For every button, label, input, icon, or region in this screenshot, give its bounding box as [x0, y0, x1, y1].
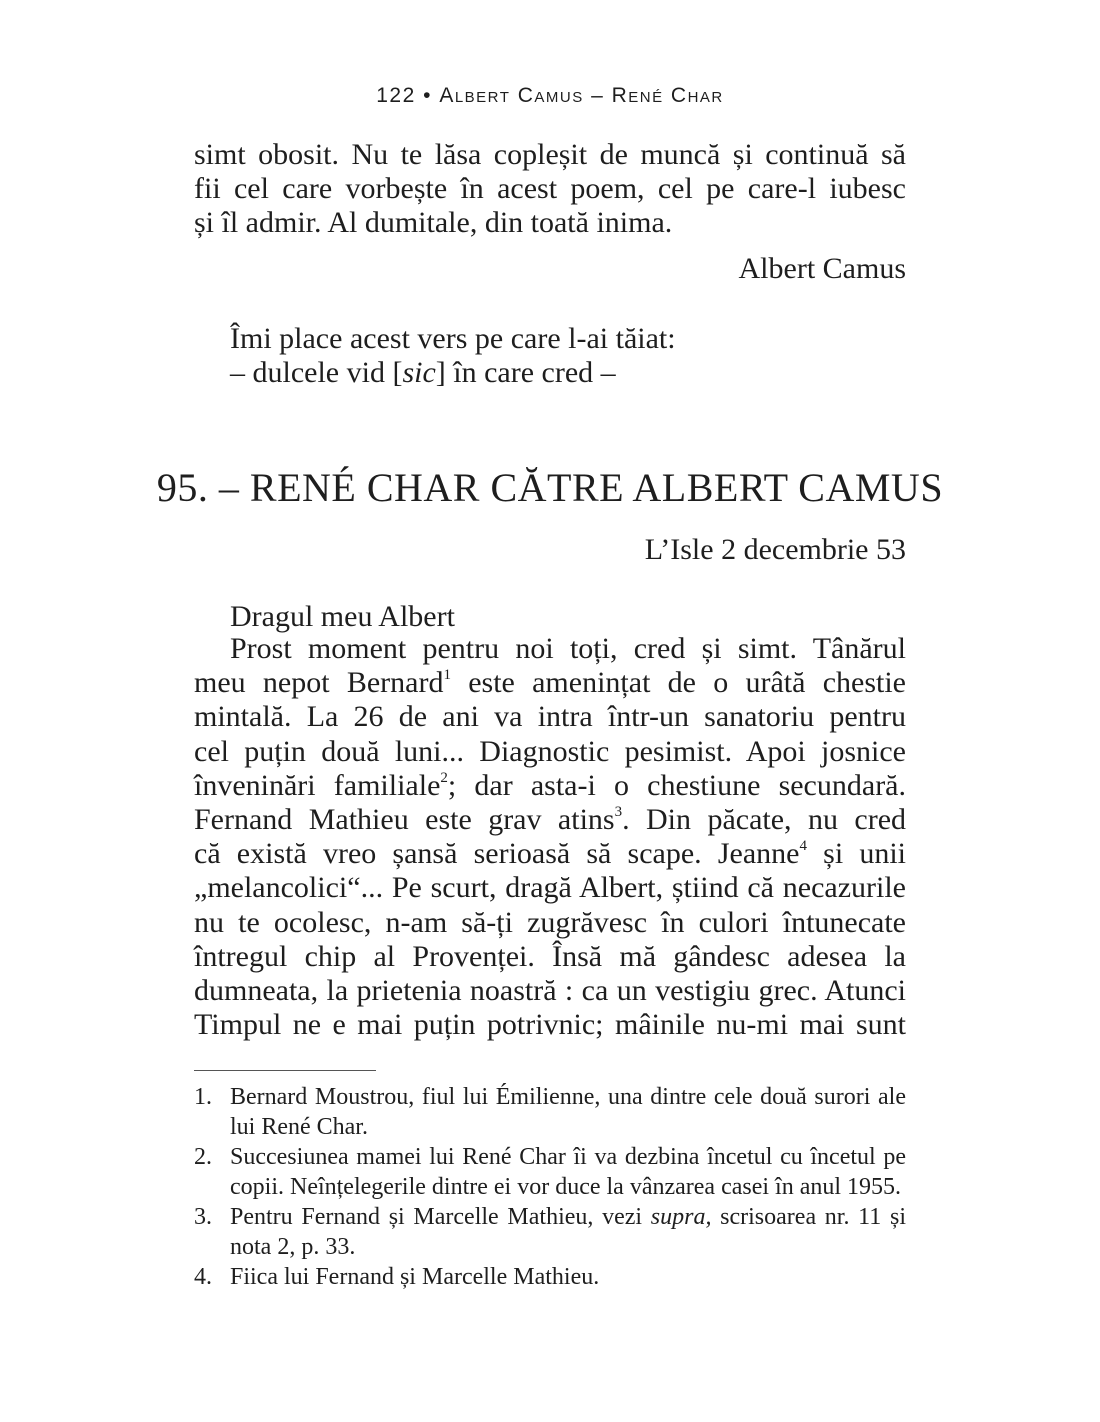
footnote	[194, 1262, 906, 1292]
text-run: este amenințat de o urâtă chestie	[450, 666, 907, 700]
page-number: 122	[376, 84, 416, 107]
footnote-number: 1.	[194, 1084, 212, 1110]
postscript-verse	[230, 356, 616, 390]
text-line: simt obosit. Nu te lăsa copleșit de muncă și continuă să	[194, 138, 906, 171]
salutation: Dragul meu Albert	[230, 600, 455, 633]
letter-body	[194, 632, 906, 1042]
text-line: „melancolici“... Pe scurt, dragă Albert, știind că necazurile	[194, 871, 906, 905]
text-line: Timpul ne e mai puțin potrivnic; mâinile nu-mi mai sunt	[194, 1008, 906, 1042]
footnote-ref: 4	[799, 838, 807, 855]
footnote-ref: 2	[440, 769, 448, 786]
footnote	[194, 1082, 906, 1142]
text-line: și îl admir. Al dumitale, din toată inima.	[194, 206, 673, 239]
previous-letter-ending	[194, 138, 906, 240]
footnote-text: Bernard Moustrou, fiul lui Émilienne, una dintre cele două surori ale lui René Char.	[230, 1084, 906, 1140]
verse-part: ] în care cred –	[435, 356, 616, 389]
signature: Albert Camus	[738, 252, 906, 285]
postscript-line: Îmi place acest vers pe care l-ai tăiat:	[230, 322, 676, 355]
text-run: meu nepot Bernard	[194, 666, 444, 700]
text-run: Pentru Fernand și Marcelle Mathieu, vezi	[230, 1204, 651, 1230]
footnote	[194, 1142, 906, 1202]
text-line: dumneata, la prietenia noastră : ca un vestigiu grec. Atunci	[194, 974, 906, 1008]
italic-run: supra,	[650, 1204, 712, 1230]
footnote-divider	[194, 1070, 376, 1071]
footnote-number: 2.	[194, 1144, 212, 1170]
text-line	[194, 837, 906, 871]
footnote-number: 3.	[194, 1204, 212, 1230]
footnote-text: Fiica lui Fernand și Marcelle Mathieu.	[230, 1264, 600, 1290]
running-header	[0, 84, 1100, 108]
text-run: scrisoarea nr. 11 și nota 2, p. 33.	[230, 1204, 906, 1260]
text-run: . Din păcate, nu cred	[622, 803, 907, 837]
text-line: Prost moment pentru noi toți, cred și simt. Tânărul	[230, 632, 906, 665]
footnotes	[194, 1082, 906, 1292]
footnote-ref: 3	[614, 804, 623, 821]
footnote-number: 4.	[194, 1264, 212, 1290]
footnote	[194, 1202, 906, 1262]
text-line	[194, 769, 906, 803]
footnote-text: Succesiunea mamei lui René Char îi va dezbina încetul cu încetul pe copii. Neînțelegerile dintre ei vor duce la vânzarea casei în anul 1955.	[230, 1144, 906, 1200]
header-bullet: •	[423, 84, 432, 107]
text-line: fii cel care vorbește în acest poem, cel pe care-l iubesc	[194, 172, 906, 205]
text-run: și unii	[806, 837, 906, 871]
text-run: înveninări familiale	[194, 768, 441, 802]
text-line	[194, 666, 906, 700]
running-title: Albert Camus – René Char	[439, 84, 724, 107]
text-run: că există vreo șansă serioasă să scape. Jeanne	[194, 837, 800, 871]
text-run: Fernand Mathieu este grav atins	[194, 803, 615, 837]
text-line: cel puțin două luni... Diagnostic pesimist. Apoi josnice	[194, 734, 906, 768]
verse-part: – dulcele vid [	[230, 356, 403, 389]
letter-title: 95. – RENÉ CHAR CĂTRE ALBERT CAMUS	[156, 465, 944, 510]
sic-italic: sic	[402, 356, 436, 389]
text-run: ; dar asta-i o chestiune secundară.	[447, 768, 906, 802]
text-line: nu te ocolesc, n-am să-ți zugrăvesc în culori întunecate	[194, 905, 906, 939]
text-line	[194, 803, 906, 837]
text-line: mintală. La 26 de ani va intra într-un sanatoriu pentru	[194, 700, 906, 734]
place-date: L’Isle 2 decembrie 53	[644, 533, 906, 566]
footnote-text	[230, 1202, 906, 1262]
text-line: întregul chip al Provenței. Însă mă gândesc adesea la	[194, 939, 906, 973]
footnote-ref: 1	[443, 667, 451, 684]
